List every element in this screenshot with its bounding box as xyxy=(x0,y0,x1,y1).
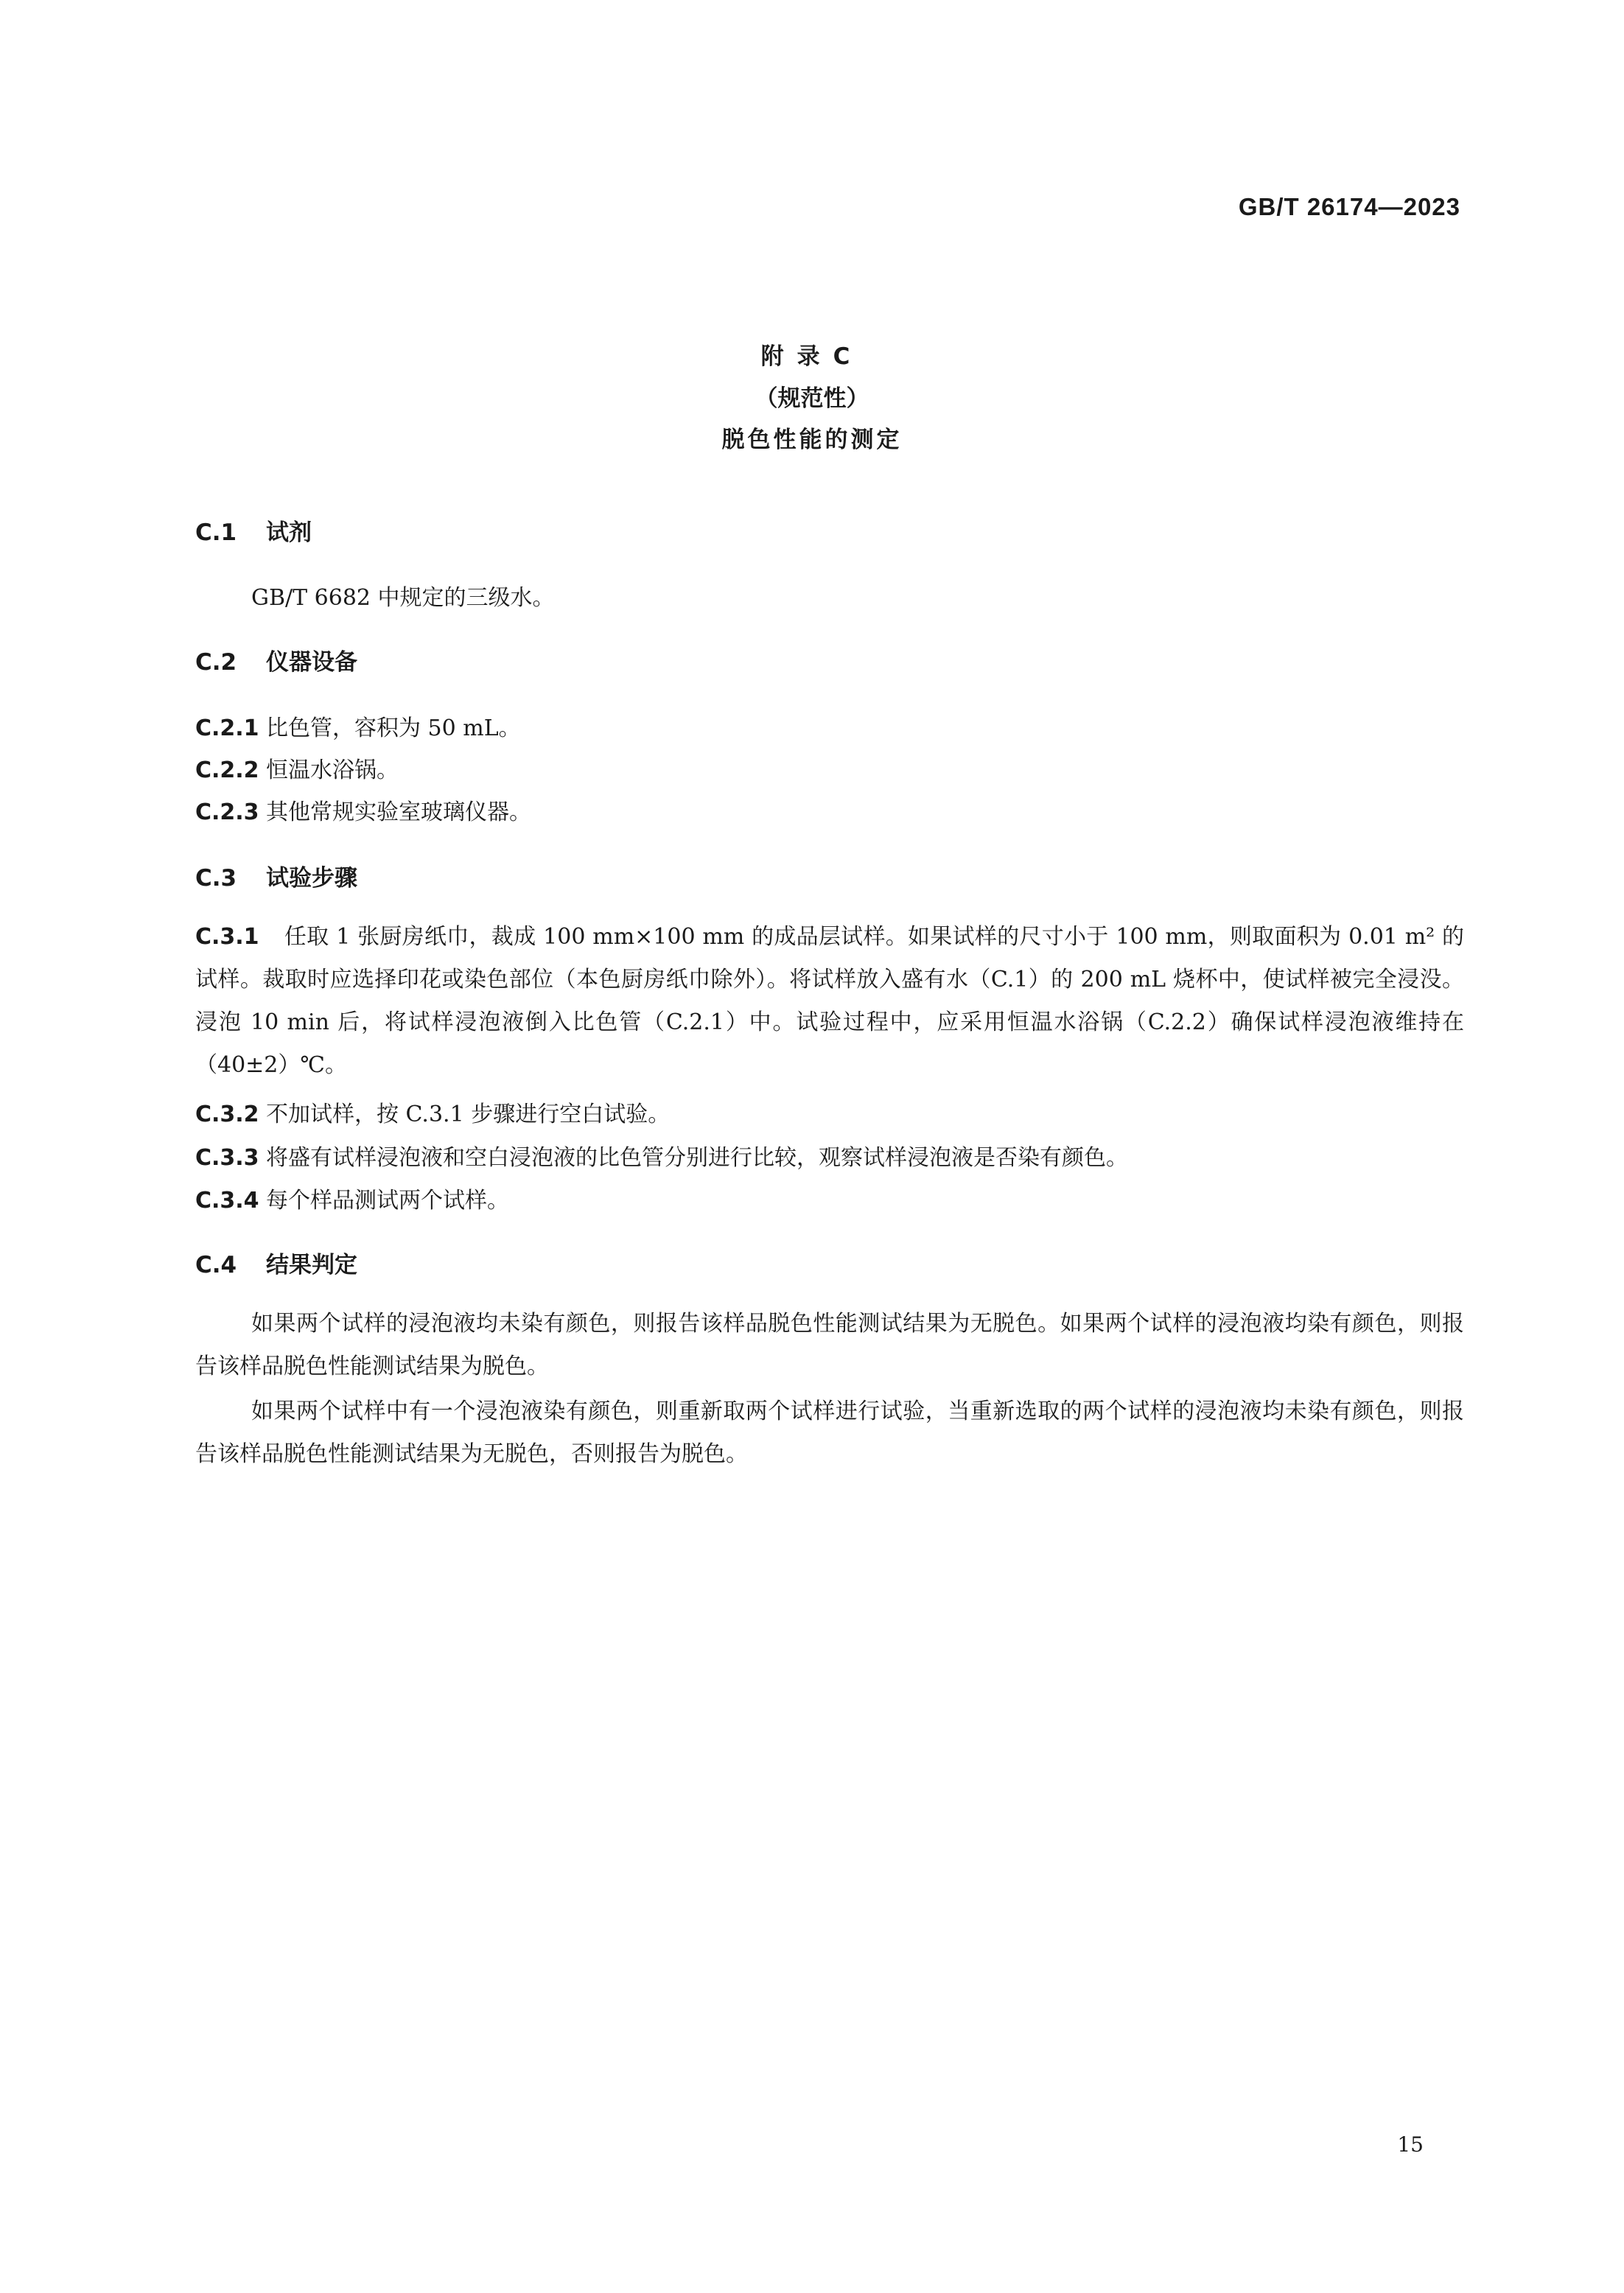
page-number: 15 xyxy=(1397,2132,1424,2157)
clause-text: 其他常规实验室玻璃仪器。 xyxy=(266,799,531,825)
clause-text: 每个样品测试两个试样。 xyxy=(266,1188,509,1214)
clause-c3-3 xyxy=(195,1139,1464,1172)
section-title: 试剂 xyxy=(266,519,312,546)
clause-number: C.2.3 xyxy=(195,799,259,825)
section-c1-heading xyxy=(195,514,1464,547)
clause-number: C.3.2 xyxy=(195,1102,259,1127)
clause-text: 将盛有试样浸泡液和空白浸泡液的比色管分别进行比较，观察试样浸泡液是否染有颜色。 xyxy=(266,1145,1128,1171)
section-c4-heading xyxy=(195,1246,1464,1279)
clause-number: C.3.4 xyxy=(195,1188,259,1214)
clause-number: C.3.3 xyxy=(195,1145,259,1171)
clause-number: C.2.1 xyxy=(195,715,259,741)
clause-text: 恒温水浴锅。 xyxy=(266,757,399,783)
section-number: C.4 xyxy=(195,1252,237,1278)
section-title: 试验步骤 xyxy=(266,865,357,892)
clause-text: 比色管，容积为 50 mL。 xyxy=(266,715,521,741)
clause-c3-2 xyxy=(195,1096,1464,1128)
clause-text: 任取 1 张厨房纸巾，裁成 100 mm×100 mm 的成品层试样。如果试样的尺寸小于 100 mm，则取面积为 0.01 m² 的试样。裁取时应选择印花或染色部位（本色厨房纸巾除外）。将试样放入盛有水（C.1）的 200 mL 烧杯中，使试样被完全浸没。浸泡 10 min 后，将试样浸泡液倒入比色管（C.2.1）中。试验过程中，应采用恒温水浴锅（C.2.2）确保试样浸泡液维持在（40±2）℃。 xyxy=(195,924,1464,1078)
section-number: C.2 xyxy=(195,649,237,676)
section-number: C.1 xyxy=(195,519,237,546)
clause-c3-4 xyxy=(195,1182,1464,1214)
section-title: 结果判定 xyxy=(266,1252,357,1278)
annex-title: 脱色性能的测定 xyxy=(721,427,903,453)
section-c3-heading xyxy=(195,859,1464,892)
clause-c3-1 xyxy=(195,916,1464,1087)
clause-number: C.2.2 xyxy=(195,757,259,783)
clause-number: C.3.1 xyxy=(195,924,259,950)
standard-number: GB/T 26174—2023 xyxy=(1238,193,1460,220)
section-number: C.3 xyxy=(195,865,237,892)
section-c4-paragraph-2: 如果两个试样中有一个浸泡液染有颜色，则重新取两个试样进行试验，当重新选取的两个试样的浸泡液均未染有颜色，则报告该样品脱色性能测试结果为无脱色，否则报告为脱色。 xyxy=(195,1398,1464,1467)
annex-number: 附录C xyxy=(760,343,864,370)
section-c2-heading xyxy=(195,643,1464,676)
section-title: 仪器设备 xyxy=(266,649,357,676)
clause-c2-2 xyxy=(195,752,1464,784)
clause-c2-3 xyxy=(195,794,1464,826)
section-c1-body: GB/T 6682 中规定的三级水。 xyxy=(251,585,555,611)
clause-c2-1 xyxy=(195,710,1464,742)
clause-text: 不加试样，按 C.3.1 步骤进行空白试验。 xyxy=(266,1102,671,1127)
annex-kind: （规范性） xyxy=(755,385,869,412)
section-c4-paragraph-1: 如果两个试样的浸泡液均未染有颜色，则报告该样品脱色性能测试结果为无脱色。如果两个试样的浸泡液均染有颜色，则报告该样品脱色性能测试结果为脱色。 xyxy=(195,1311,1464,1379)
